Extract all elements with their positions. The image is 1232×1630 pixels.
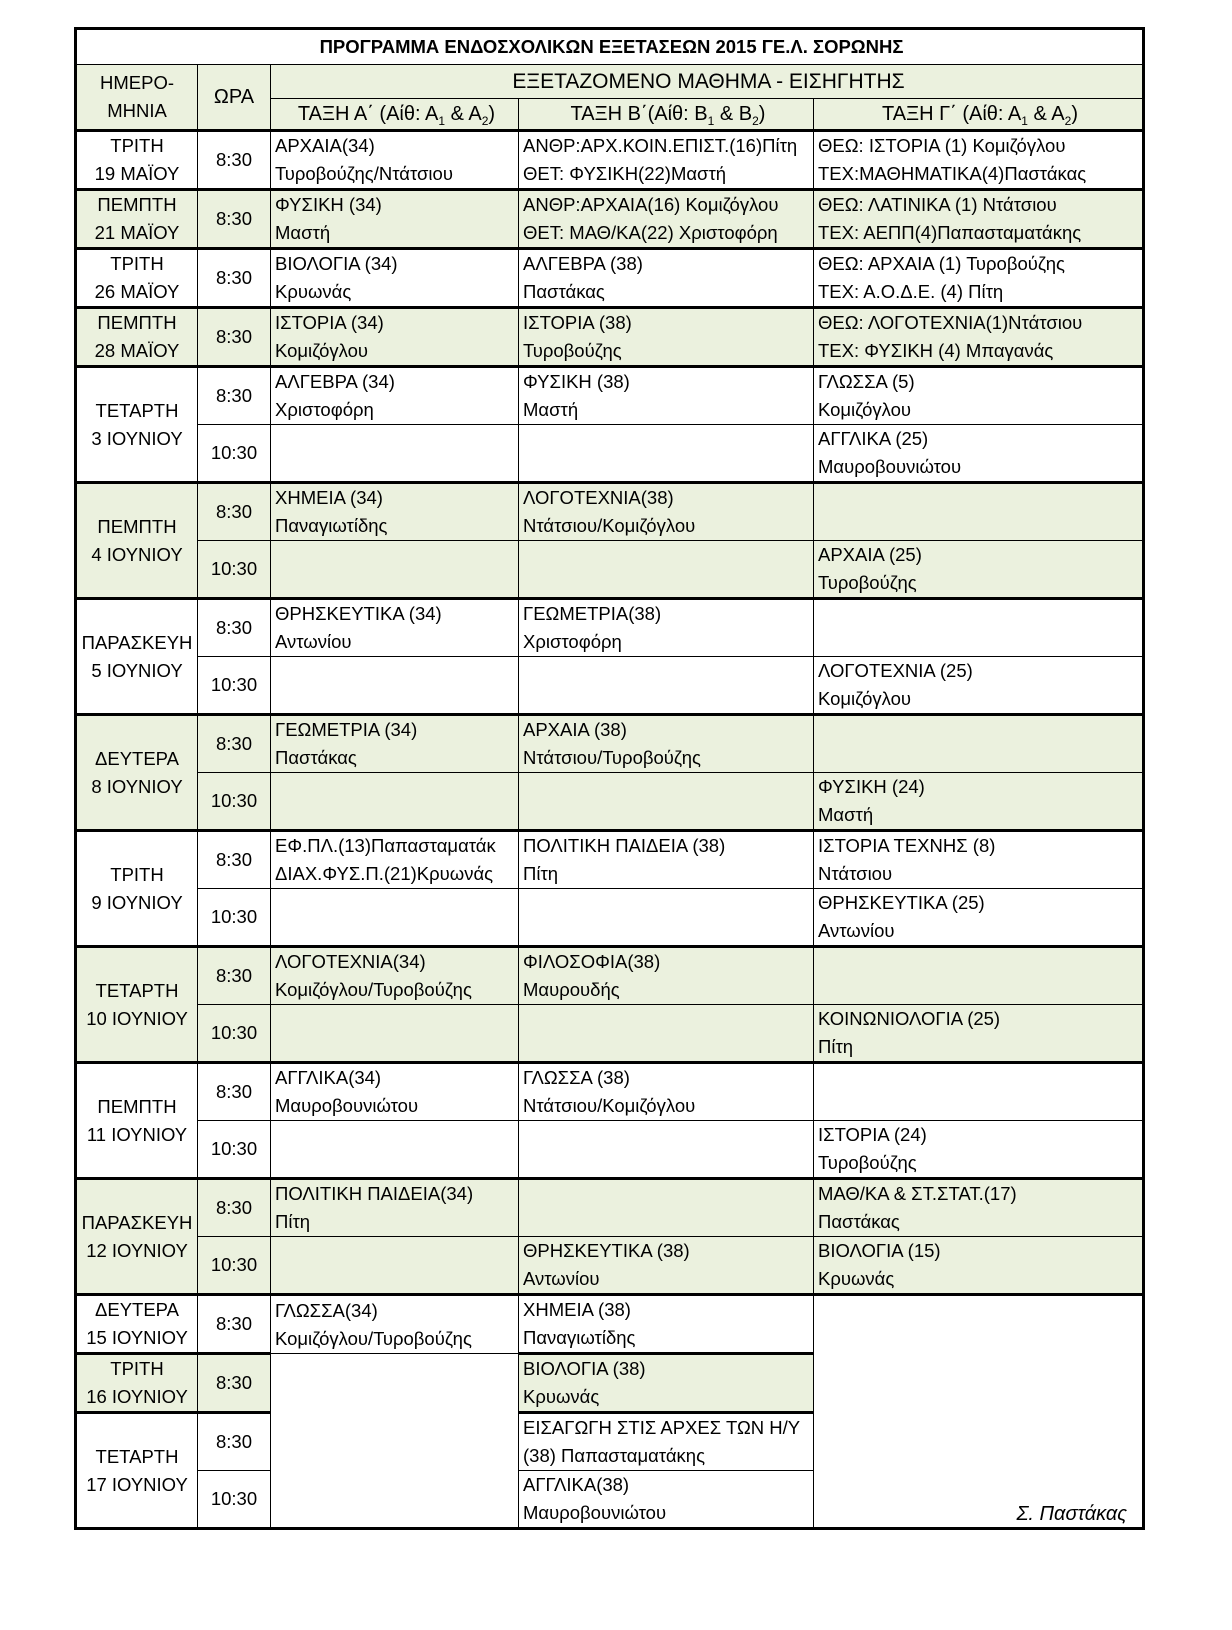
table-row — [76, 773, 1144, 831]
cell-line: ΘΡΗΣΚΕΥΤΙΚΑ (25) — [818, 892, 985, 913]
cell-line: Πίτη — [275, 1211, 311, 1232]
time-cell: 10:30 — [198, 425, 271, 483]
cell-line: ΒΙΟΛΟΓΙΑ (15) — [818, 1240, 941, 1261]
class-b-cell — [519, 541, 814, 599]
table-row — [76, 889, 1144, 947]
class-a-cell — [271, 541, 519, 599]
date-day: ΤΕΤΑΡΤΗ — [95, 399, 179, 421]
class-a-cell — [271, 889, 519, 947]
cell-line — [523, 1208, 813, 1236]
cell-line — [275, 541, 518, 569]
cell-line — [275, 569, 518, 597]
date-cell — [76, 715, 198, 831]
class-b-cell — [519, 1005, 814, 1063]
cell-line: Κομιζόγλου — [818, 399, 912, 420]
class-b-cell — [519, 947, 814, 1005]
date-date: 10 ΙΟΥΝΙΟΥ — [86, 1007, 188, 1029]
date-date: 4 ΙΟΥΝΙΟΥ — [91, 543, 183, 565]
class-a-cell — [271, 599, 519, 657]
date-day: ΠΕΜΠΤΗ — [97, 515, 177, 537]
cell-line: Πίτη — [818, 1036, 854, 1057]
table-row — [76, 715, 1144, 773]
class-a-header: ΤΑΞΗ Α΄ (Αίθ: $A_1$ & $A_2$) — [271, 99, 519, 131]
class-a-cell: ΙΣΤΟΡΙΑ (34) Κομιζόγλου — [271, 308, 519, 367]
date-cell: ΤΡΙΤΗ 26 ΜΑΪΟΥ — [76, 249, 198, 308]
class-c-cell — [814, 1005, 1144, 1063]
cell-line — [818, 512, 1142, 540]
time-cell: 8:30 — [198, 1063, 271, 1121]
cell-line: Ντάτσιου/Κομιζόγλου — [523, 1095, 696, 1116]
cell-line — [523, 453, 813, 481]
subject-header: ΕΞΕΤΑΖΟΜΕΝΟ ΜΑΘΗΜΑ - ΕΙΣΗΓΗΤΗΣ — [271, 65, 1144, 99]
cell-line — [818, 976, 1142, 1004]
cell-line — [275, 1033, 518, 1061]
table-row — [76, 1121, 1144, 1179]
cell-line — [523, 917, 813, 945]
table-row — [76, 541, 1144, 599]
exam-schedule-table — [74, 27, 1145, 1530]
date-day: ΤΕΤΑΡΤΗ — [95, 979, 179, 1001]
cell-line: Μαστή — [818, 804, 874, 825]
class-c-cell — [814, 1179, 1144, 1237]
class-b-cell: ΑΝΘΡ:ΑΡΧ.ΚΟΙΝ.ΕΠΙΣΤ.(16)Πίτη ΘΕΤ: ΦΥΣΙΚΗ(22)Μαστή — [519, 131, 814, 190]
class-c-cell — [814, 773, 1144, 831]
time-cell: 8:30 — [198, 715, 271, 773]
cell-line: ΓΛΩΣΣΑ (5) — [818, 371, 915, 392]
time-cell: 8:30 — [198, 190, 271, 249]
cell-line: ΧΗΜΕΙΑ (34) — [275, 487, 383, 508]
date-cell — [76, 1063, 198, 1179]
table-row — [76, 131, 1144, 190]
time-cell: 8:30 — [198, 249, 271, 308]
cell-line — [523, 1180, 813, 1208]
cell-line: ΠΟΛΙΤΙΚΗ ΠΑΙΔΕΙΑ(34) — [275, 1183, 474, 1204]
table-row — [76, 657, 1144, 715]
date-date: 11 ΙΟΥΝΙΟΥ — [86, 1123, 188, 1145]
class-a-cell — [271, 947, 519, 1005]
cell-line — [275, 1005, 518, 1033]
cell-line: ΑΡΧΑΙΑ (25) — [818, 544, 922, 565]
time-cell: 8:30 — [198, 308, 271, 367]
class-c-cell: ΘΕΩ: ΙΣΤΟΡΙΑ (1) Κομιζόγλου ΤΕΧ:ΜΑΘΗΜΑΤΙΚΑ(4)Παστάκας — [814, 131, 1144, 190]
class-b-cell: ΑΝΘΡ:ΑΡΧΑΙΑ(16) Κομιζόγλου ΘΕΤ: ΜΑΘ/ΚΑ(22) Χριστοφόρη — [519, 190, 814, 249]
cell-line — [523, 657, 813, 685]
table-row — [76, 483, 1144, 541]
class-a-cell: ΒΙΟΛΟΓΙΑ (34) Κρυωνάς — [271, 249, 519, 308]
cell-line — [818, 948, 1142, 976]
cell-line — [523, 889, 813, 917]
cell-line — [275, 917, 518, 945]
date-cell: ΔΕΥΤΕΡΑ 15 ΙΟΥΝΙΟΥ — [76, 1295, 198, 1354]
class-b-cell — [519, 1063, 814, 1121]
class-c-cell — [814, 599, 1144, 657]
signature: Σ. Παστάκας — [1016, 1503, 1127, 1525]
class-b-cell — [519, 599, 814, 657]
time-cell: 8:30 — [198, 831, 271, 889]
time-cell: 8:30 — [198, 1413, 271, 1471]
cell-line — [275, 1149, 518, 1177]
cell-line: Παναγιωτίδης — [275, 515, 388, 536]
class-c-cell: ΘΕΩ: ΛΟΓΟΤΕΧΝΙΑ(1)Ντάτσιου ΤΕΧ: ΦΥΣΙΚΗ (4) Μπαγανάς — [814, 308, 1144, 367]
cell-line — [818, 1064, 1142, 1092]
date-day: ΠΑΡΑΣΚΕΥΗ — [81, 1211, 193, 1233]
time-cell: 10:30 — [198, 889, 271, 947]
table-row — [76, 599, 1144, 657]
class-a-cell — [271, 1237, 519, 1295]
class-a-cell: ΦΥΣΙΚΗ (34) Μαστή — [271, 190, 519, 249]
time-cell: 10:30 — [198, 657, 271, 715]
class-c-cell: ΘΕΩ: ΛΑΤΙΝΙΚΑ (1) Ντάτσιου ΤΕΧ: ΑΕΠΠ(4)Παπαστ​αματάκης — [814, 190, 1144, 249]
cell-line: ΑΓΓΛΙΚΑ (25) — [818, 428, 929, 449]
class-c-cell — [814, 1063, 1144, 1121]
cell-line: Μαυροβουνιώτου — [818, 456, 962, 477]
cell-line: ΙΣΤΟΡΙΑ ΤΕΧΝΗΣ (8) — [818, 835, 996, 856]
cell-line — [275, 1265, 518, 1293]
class-c-cell — [814, 367, 1144, 425]
cell-line: Ντάτσιου/Τυροβούζης — [523, 747, 701, 768]
date-date: 9 ΙΟΥΝΙΟΥ — [91, 891, 183, 913]
class-a-cell — [271, 773, 519, 831]
cell-line: ΔΙΑΧ.ΦΥΣ.Π.(21)Κρυωνάς — [275, 863, 494, 884]
class-b-cell: ΑΛΓΕΒΡΑ (38) Παστάκας — [519, 249, 814, 308]
cell-line — [275, 773, 518, 801]
class-c-cell — [814, 947, 1144, 1005]
cell-line: ΛΟΓΟΤΕΧΝΙΑ(34) — [275, 951, 426, 972]
cell-line: ΑΓΓΛΙΚΑ(34) — [275, 1067, 382, 1088]
table-row — [76, 249, 1144, 308]
class-b-cell: ΒΙΟΛΟΓΙΑ (38) Κρυωνάς — [519, 1354, 814, 1413]
date-header-line1: ΗΜΕΡΟ- — [100, 72, 174, 93]
cell-line — [523, 773, 813, 801]
cell-line: ΑΛΓΕΒΡΑ (34) — [275, 371, 395, 392]
cell-line: Ντάτσιου/Κομιζόγλου — [523, 515, 696, 536]
class-a-cell: ΓΛΩΣΣΑ(34) Κομιζόγλου/Τυροβούζης — [271, 1295, 519, 1354]
date-date: 5 ΙΟΥΝΙΟΥ — [91, 659, 183, 681]
class-a-cell — [271, 483, 519, 541]
schedule-title: ΠΡΟΓΡΑΜΜΑ ΕΝΔΟΣΧΟΛΙΚΩΝ ΕΞΕΤΑΣΕΩΝ 2015 ΓΕ.Λ. ΣΟΡΩΝΗΣ — [76, 29, 1144, 65]
cell-line: ΦΥΣΙΚΗ (24) — [818, 776, 925, 797]
date-day: ΠΑΡΑΣΚΕΥΗ — [81, 631, 193, 653]
time-cell: 8:30 — [198, 1179, 271, 1237]
date-day: ΠΕΜΠΤΗ — [97, 1095, 177, 1117]
time-cell: 10:30 — [198, 773, 271, 831]
cell-line — [523, 1033, 813, 1061]
cell-line — [275, 453, 518, 481]
cell-line: ΙΣΤΟΡΙΑ (24) — [818, 1124, 927, 1145]
class-c-empty-cell — [814, 1295, 1144, 1529]
cell-line — [523, 569, 813, 597]
class-b-cell: ΙΣΤΟΡΙΑ (38) Τυροβούζης — [519, 308, 814, 367]
cell-line: ΕΦ.ΠΛ.(13)Παπασταματάκ — [275, 835, 496, 856]
class-c-cell — [814, 715, 1144, 773]
cell-line — [818, 628, 1142, 656]
date-cell: ΤΡΙΤΗ 19 ΜΑΪΟΥ — [76, 131, 198, 190]
class-c-cell: ΘΕΩ: ΑΡΧΑΙΑ (1) Τυροβούζης ΤΕΧ: Α.Ο.Δ.Ε. (4) Πίτη — [814, 249, 1144, 308]
cell-line — [523, 1005, 813, 1033]
cell-line — [275, 801, 518, 829]
time-cell: 8:30 — [198, 599, 271, 657]
date-day: ΔΕΥΤΕΡΑ — [95, 747, 179, 769]
cell-line — [523, 425, 813, 453]
table-row — [76, 947, 1144, 1005]
date-cell: ΤΡΙΤΗ 16 ΙΟΥΝΙΟΥ — [76, 1354, 198, 1413]
cell-line: Παστάκας — [818, 1211, 900, 1232]
cell-line: ΜΑΘ/ΚΑ & ΣΤ.ΣΤΑΤ.(17) — [818, 1183, 1017, 1204]
cell-line: Κρυωνάς — [818, 1268, 895, 1289]
time-cell: 8:30 — [198, 947, 271, 1005]
cell-line: ΓΕΩΜΕΤΡΙΑ(38) — [523, 603, 662, 624]
cell-line: ΘΡΗΣΚΕΥΤΙΚΑ (38) — [523, 1240, 690, 1261]
table-row — [76, 1295, 1144, 1354]
cell-line: ΠΟΛΙΤΙΚΗ ΠΑΙΔΕΙΑ (38) — [523, 835, 726, 856]
class-b-cell — [519, 657, 814, 715]
class-b-cell — [519, 831, 814, 889]
cell-line — [523, 541, 813, 569]
table-row — [76, 367, 1144, 425]
class-a-cell — [271, 1005, 519, 1063]
cell-line — [523, 1121, 813, 1149]
cell-line: Μαυροβουνιώτου — [275, 1095, 419, 1116]
time-cell: 10:30 — [198, 1237, 271, 1295]
time-header: ΩΡΑ — [198, 65, 271, 131]
class-a-empty-cell — [271, 1354, 519, 1529]
time-cell: 8:30 — [198, 1295, 271, 1354]
cell-line — [275, 1121, 518, 1149]
cell-line: ΘΡΗΣΚΕΥΤΙΚΑ (34) — [275, 603, 442, 624]
cell-line: Τυροβούζης — [818, 572, 917, 593]
cell-line: Μαστή — [523, 399, 579, 420]
cell-line — [275, 685, 518, 713]
cell-line: ΛΟΓΟΤΕΧΝΙΑ (25) — [818, 660, 973, 681]
class-a-cell — [271, 1121, 519, 1179]
date-cell — [76, 1179, 198, 1295]
class-b-header: ΤΑΞΗ Β΄(Αίθ: $B_1$ & $B_2$) — [519, 99, 814, 131]
cell-line — [523, 1149, 813, 1177]
time-cell: 10:30 — [198, 1121, 271, 1179]
class-c-cell — [814, 831, 1144, 889]
date-cell: ΠΕΜΠΤΗ 21 ΜΑΪΟΥ — [76, 190, 198, 249]
table-row — [76, 831, 1144, 889]
class-c-cell — [814, 483, 1144, 541]
time-cell: 10:30 — [198, 1005, 271, 1063]
class-c-cell — [814, 1121, 1144, 1179]
date-header-line2: ΜΗΝΙΑ — [107, 100, 167, 121]
class-b-cell: ΧΗΜΕΙΑ (38) Παναγιωτίδης — [519, 1295, 814, 1354]
cell-line: Χριστοφόρη — [523, 631, 622, 652]
cell-line: Τυροβούζης — [818, 1152, 917, 1173]
cell-line — [275, 889, 518, 917]
class-a-cell — [271, 657, 519, 715]
table-row — [76, 425, 1144, 483]
cell-line: ΓΕΩΜΕΤΡΙΑ (34) — [275, 719, 418, 740]
cell-line: Μαυρουδής — [523, 979, 620, 1000]
class-a-cell — [271, 1179, 519, 1237]
date-header — [76, 65, 198, 131]
class-b-cell — [519, 1121, 814, 1179]
cell-line — [818, 1092, 1142, 1120]
date-date: 3 ΙΟΥΝΙΟΥ — [91, 427, 183, 449]
cell-line: Χριστοφόρη — [275, 399, 374, 420]
table-row — [76, 1063, 1144, 1121]
time-cell: 8:30 — [198, 131, 271, 190]
cell-line — [818, 484, 1142, 512]
class-b-cell — [519, 483, 814, 541]
class-b-cell — [519, 889, 814, 947]
cell-line: Κομιζόγλου — [818, 688, 912, 709]
cell-line: Πίτη — [523, 863, 559, 884]
date-cell — [76, 483, 198, 599]
table-row — [76, 1179, 1144, 1237]
time-cell: 10:30 — [198, 1471, 271, 1529]
cell-line: ΛΟΓΟΤΕΧΝΙΑ(38) — [523, 487, 674, 508]
class-b-cell — [519, 773, 814, 831]
class-b-cell — [519, 1179, 814, 1237]
cell-line: ΓΛΩΣΣΑ (38) — [523, 1067, 630, 1088]
class-c-header: ΤΑΞΗ Γ΄ (Αίθ: $A_1$ & $A_2$) — [814, 99, 1144, 131]
cell-line: ΦΙΛΟΣΟΦΙΑ(38) — [523, 951, 661, 972]
class-a-cell: ΑΡΧΑΙΑ(34) Τυροβούζης/Ντάτσιου — [271, 131, 519, 190]
class-b-cell — [519, 1237, 814, 1295]
class-a-cell — [271, 367, 519, 425]
table-row — [76, 1237, 1144, 1295]
table-row — [76, 308, 1144, 367]
date-cell: ΤΕΤΑΡΤΗ 17 ΙΟΥΝΙΟΥ — [76, 1413, 198, 1529]
class-b-cell — [519, 715, 814, 773]
cell-line: ΦΥΣΙΚΗ (38) — [523, 371, 630, 392]
class-b-cell — [519, 367, 814, 425]
time-cell: 8:30 — [198, 367, 271, 425]
cell-line — [275, 657, 518, 685]
cell-line: ΚΟΙΝΩΝΙΟΛΟΓΙΑ (25) — [818, 1008, 1001, 1029]
cell-line: Κομιζόγλου/Τυροβούζης — [275, 979, 472, 1000]
cell-line: Αντωνίου — [523, 1268, 600, 1289]
cell-line: Παστάκας — [275, 747, 357, 768]
table-row — [76, 190, 1144, 249]
cell-line — [275, 1237, 518, 1265]
cell-line — [818, 716, 1142, 744]
class-a-cell — [271, 831, 519, 889]
cell-line — [275, 425, 518, 453]
time-cell: 8:30 — [198, 483, 271, 541]
date-cell — [76, 831, 198, 947]
date-cell — [76, 367, 198, 483]
class-c-cell — [814, 889, 1144, 947]
date-cell — [76, 947, 198, 1063]
class-a-cell — [271, 715, 519, 773]
time-cell: 10:30 — [198, 541, 271, 599]
class-c-cell — [814, 425, 1144, 483]
cell-line — [523, 685, 813, 713]
class-b-cell: ΑΓΓΛΙΚΑ(38) Μαυροβουνιώτου — [519, 1471, 814, 1529]
class-b-cell — [519, 425, 814, 483]
class-b-cell: ΕΙΣΑΓΩΓΗ ΣΤΙΣ ΑΡΧΕΣ ΤΩΝ Η/Υ (38) Παπασταματάκης — [519, 1413, 814, 1471]
class-a-cell — [271, 1063, 519, 1121]
time-cell: 8:30 — [198, 1354, 271, 1413]
class-c-cell — [814, 541, 1144, 599]
cell-line — [523, 801, 813, 829]
date-cell — [76, 599, 198, 715]
cell-line: Αντωνίου — [275, 631, 352, 652]
cell-line — [818, 744, 1142, 772]
date-date: 12 ΙΟΥΝΙΟΥ — [86, 1239, 188, 1261]
date-date: 8 ΙΟΥΝΙΟΥ — [91, 775, 183, 797]
cell-line — [818, 600, 1142, 628]
cell-line: Αντωνίου — [818, 920, 895, 941]
class-c-cell — [814, 1237, 1144, 1295]
date-cell: ΠΕΜΠΤΗ 28 ΜΑΪΟΥ — [76, 308, 198, 367]
cell-line: ΑΡΧΑΙΑ (38) — [523, 719, 627, 740]
cell-line: Ντάτσιου — [818, 863, 893, 884]
table-row — [76, 1005, 1144, 1063]
date-day: ΤΡΙΤΗ — [110, 863, 164, 885]
class-a-cell — [271, 425, 519, 483]
class-c-cell — [814, 657, 1144, 715]
